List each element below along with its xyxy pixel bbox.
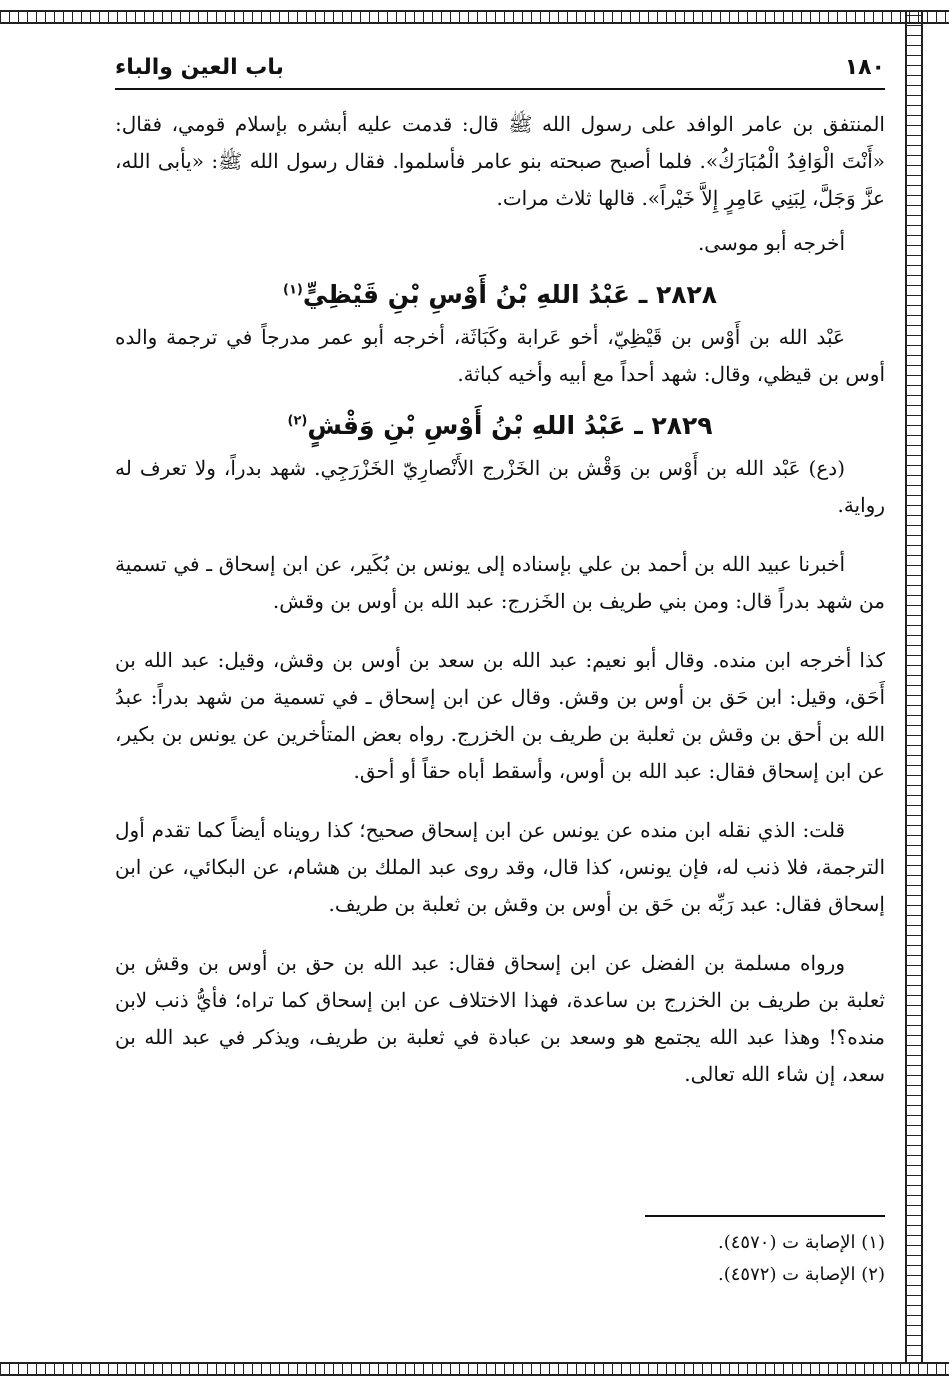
- paragraph-3: عَبْد الله بن أَوْس بن قَيْظِيّ، أخو عَرابة وكَبَاثَة، أخرجه أبو عمر مدرجاً في ترجمة والده أوس بن قيظي، وقال: شهد أحداً مع أبيه وأخيه كباثة.: [115, 325, 885, 386]
- paragraph-8: ورواه مسلمة بن الفضل عن ابن إسحاق فقال: عبد الله بن حق بن أوس بن وقش بن ثعلبة بن طريف بن الخزرج بن ساعدة، فهذا الاختلاف عن ابن إسحاق كما تراه؛ فأيُّ ذنب لابن منده؟! وهذا عبد الله يجتمع هو وسعد بن عبادة في ثعلبة بن طريف، ويذكر في عبد الله بن سعد، إن شاء الله تعالى.: [115, 951, 885, 1086]
- bottom-ornamental-border: [0, 1362, 949, 1376]
- footnote-ref-1: (١): [282, 282, 303, 298]
- entry-heading-2829-text: ٢٨٢٩ ـ عَبْدُ اللهِ بْنُ أَوْسِ بْنِ وَقْشٍ: [307, 411, 713, 440]
- paragraph-2: أخرجه أبو موسى.: [697, 231, 845, 255]
- footnote-1: (١) الإصابة ت (٤٥٧٠).: [718, 1232, 885, 1253]
- footnote-ref-2: (٢): [287, 413, 308, 429]
- paragraph-1: المنتفق بن عامر الوافد على رسول الله ﷺ قال: قدمت عليه أبشره بإسلام قومي، فقال: «أَنْتَ الْوَافِدُ الْمُبَارَكُ». فلما أصبح صبحته بنو عامر فأسلموا. فقال رسول الله ﷺ: «يأبى الله، عزَّ وَجَلَّ، لِبَنِي عَامِرٍ إِلاَّ خَيْراً». قالها ثلاث مرات.: [115, 112, 885, 210]
- right-ornamental-border: [905, 10, 923, 1376]
- footnotes: [115, 1215, 885, 1291]
- paragraph-4: (دع) عَبْد الله بن أَوْس بن وَقْش بن الخَزْرج الأَنْصارِيّ الخَزْرَجِي. شهد بدراً، ولا تعرف له رواية.: [115, 456, 885, 517]
- entry-heading-2828: [115, 280, 885, 309]
- footnote-2: (٢) الإصابة ت (٤٥٧٢).: [718, 1264, 885, 1285]
- top-ornamental-border: [0, 10, 949, 24]
- entry-heading-2829: [115, 411, 885, 440]
- paragraph-7: قلت: الذي نقله ابن منده عن يونس عن ابن إسحاق صحيح؛ كذا رويناه أيضاً كما تقدم أول الترجمة، فلا ذنب له، فإن يونس، كذا قال، وقد روى عبد الملك بن هشام، عن البكائي، عن ابن إسحاق فقال: عبد رَبِّه بن حَق بن أوس بن وقش بن ثعلبة بن طريف.: [115, 818, 885, 916]
- chapter-title: باب العين والباء: [115, 55, 284, 80]
- footnote-separator: [645, 1215, 885, 1217]
- page-number: ١٨٠: [844, 55, 885, 80]
- entry-heading-2828-text: ٢٨٢٨ ـ عَبْدُ اللهِ بْنُ أَوْسِ بْنِ قَيْظِيٍّ: [302, 280, 717, 309]
- paragraph-6: كذا أخرجه ابن منده. وقال أبو نعيم: عبد الله بن سعد بن أوس بن وقش، وقيل: عبد الله بن أَحَق، وقيل: ابن حَق بن أوس بن وقش. وقال عن ابن إسحاق ـ في تسمية من شهد بدراً: عبدُ الله بن أحق بن وقش بن ثعلبة بن طريف بن الخزرج. رواه بعض المتأخرين عن يونس بن بكير، عن ابن إسحاق فقال: عبد الله بن أوس، وأسقط أباه حقاً أو أحق.: [115, 648, 886, 783]
- paragraph-5: أخبرنا عبيد الله بن أحمد بن علي بإسناده إلى يونس بن بُكَير، عن ابن إسحاق ـ في تسمية من شهد بدراً قال: ومن بني طريف بن الخَزرج: عبد الله بن أوس بن وقش.: [115, 552, 885, 613]
- running-header: [115, 55, 885, 90]
- book-page: [115, 55, 885, 1355]
